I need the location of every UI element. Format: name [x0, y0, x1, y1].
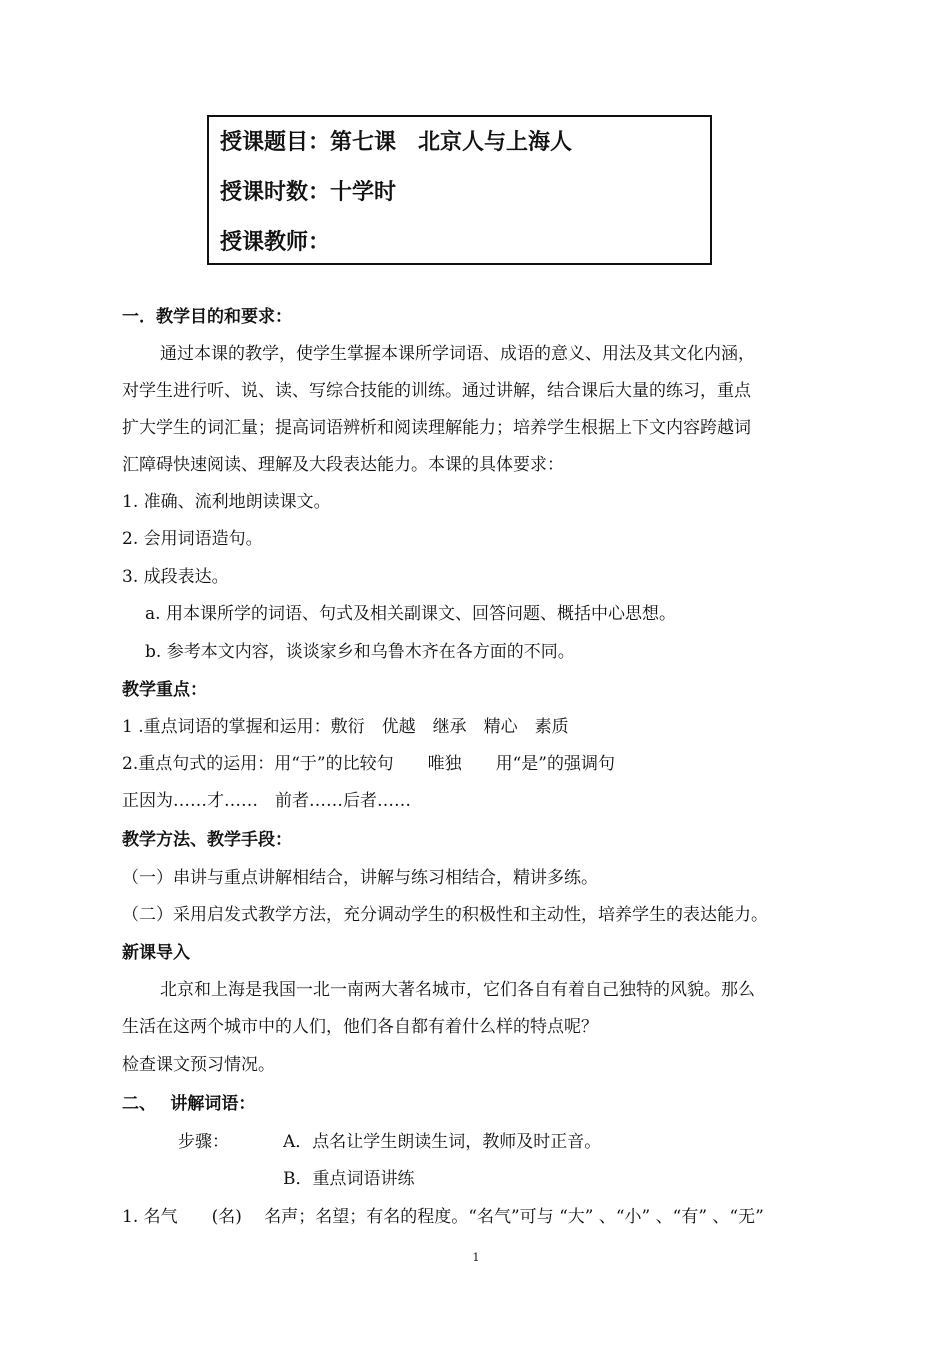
section-heading-intro: 新课导入 [122, 943, 190, 963]
lesson-header-box [207, 115, 712, 265]
intro-line: 北京和上海是我国一北一南两大著名城市，它们各自有着自己独特的风貌。那么 [160, 980, 755, 1000]
method-line: （一）串讲与重点讲解相结合，讲解与练习相结合，精讲多练。 [122, 868, 598, 888]
lesson-teacher: 授课教师： [220, 229, 331, 255]
intro-line: 生活在这两个城市中的人们，他们各自都有着什么样的特点呢？ [122, 1017, 598, 1037]
objective-item: 3. 成段表达。 [122, 567, 229, 587]
objective-item: 2. 会用词语造句。 [122, 529, 263, 549]
vocab-entry: 1. 名气 (名) 名声；名望；有名的程度。“名气”可与 “大” 、“小” 、“有” 、“无” [122, 1207, 764, 1227]
objectives-paragraph-line: 通过本课的教学，使学生掌握本课所学词语、成语的意义、用法及其文化内涵， [160, 344, 755, 364]
section-heading-methods: 教学方法、教学手段： [122, 830, 292, 850]
key-point-line: 正因为……才…… 前者……后者…… [122, 791, 411, 811]
step-item: B．重点词语讲练 [283, 1169, 415, 1189]
lesson-hours: 授课时数：十学时 [220, 179, 397, 205]
key-point-line: 1 .重点词语的掌握和运用：敷衍 优越 继承 精心 素质 [122, 717, 569, 737]
method-line: （二）采用启发式教学方法，充分调动学生的积极性和主动性，培养学生的表达能力。 [122, 905, 768, 925]
section-heading-key-points: 教学重点： [122, 680, 207, 700]
objectives-paragraph-line: 汇障碍快速阅读、理解及大段表达能力。本课的具体要求： [122, 455, 564, 475]
lesson-title: 授课题目：第七课 北京人与上海人 [220, 129, 573, 155]
page-number: 1 [472, 1251, 480, 1264]
objectives-paragraph-line: 扩大学生的词汇量；提高词语辨析和阅读理解能力；培养学生根据上下文内容跨越词 [122, 418, 751, 438]
objective-subitem: b. 参考本文内容，谈谈家乡和乌鲁木齐在各方面的不同。 [145, 642, 575, 662]
section-heading-vocabulary: 二、 讲解词语： [122, 1094, 256, 1114]
section-heading-objectives: 一．教学目的和要求： [122, 307, 292, 327]
step-item: A．点名让学生朗读生词，教师及时正音。 [283, 1132, 602, 1152]
intro-line: 检查课文预习情况。 [122, 1055, 275, 1075]
key-point-line: 2.重点句式的运用：用“于”的比较句 唯独 用“是”的强调句 [122, 754, 615, 774]
objective-subitem: a. 用本课所学的词语、句式及相关副课文、回答问题、概括中心思想。 [145, 604, 676, 624]
objectives-paragraph-line: 对学生进行听、说、读、写综合技能的训练。通过讲解，结合课后大量的练习，重点 [122, 381, 751, 401]
steps-label: 步骤： [178, 1132, 229, 1152]
objective-item: 1. 准确、流利地朗读课文。 [122, 492, 331, 512]
